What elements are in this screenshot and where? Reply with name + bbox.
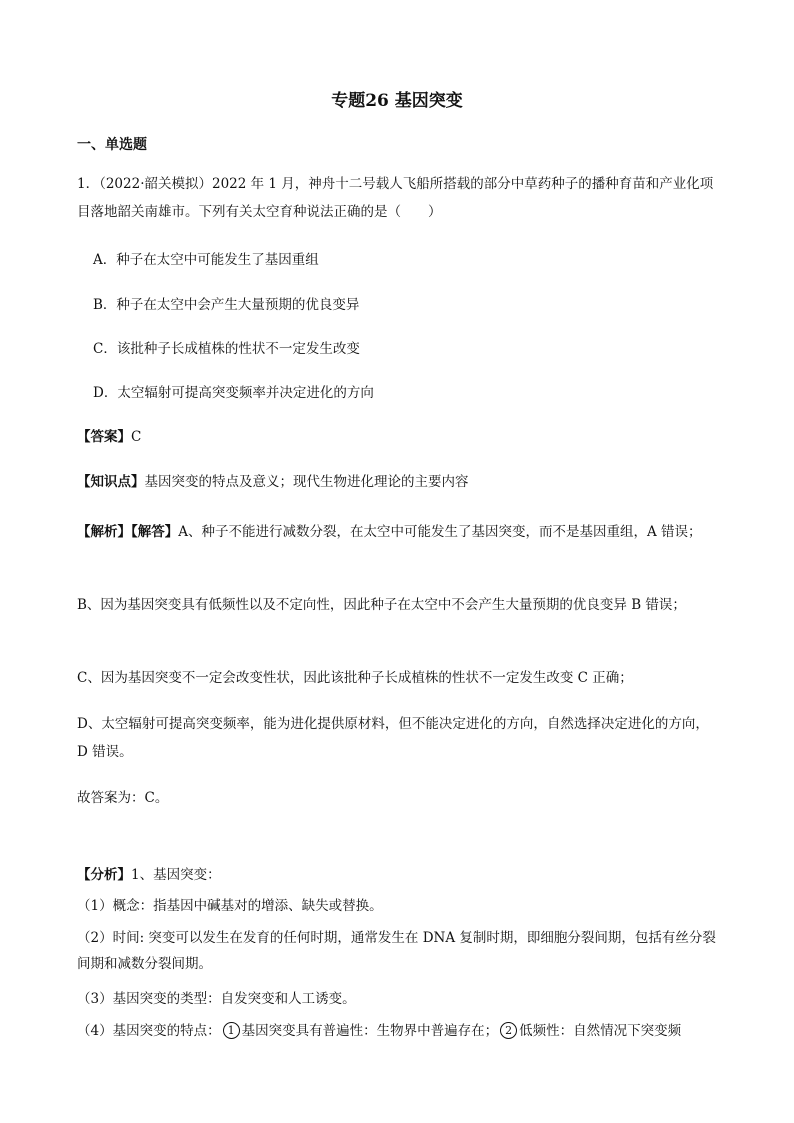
analysis-item-2: （2）时间: 突变可以发生在发育的任何时期，通常发生在 DNA 复制时期，即细胞分裂间期，包括有丝分裂间期和减数分裂间期。 — [77, 930, 716, 972]
answer-value: C — [131, 429, 142, 445]
analysis-item-1: （1）概念：指基因中碱基对的增添、缺失或替换。 — [77, 898, 383, 914]
explanation-conclusion: 故答案为：C。 — [77, 790, 169, 806]
answer-label: 【答案】 — [77, 429, 131, 445]
option-d: D．太空辐射可提高突变频率并决定进化的方向 — [93, 385, 374, 401]
option-b: B．种子在太空中会产生大量预期的优良变异 — [93, 297, 360, 313]
analysis-heading: 1、基因突变： — [131, 867, 221, 883]
analysis-item-4 — [77, 1018, 727, 1044]
explanation-line-b: B、因为基因突变具有低频性以及不定向性，因此种子在太空中不会产生大量预期的优良变异 B 错误； — [77, 597, 686, 613]
analysis-label: 【分析】 — [77, 867, 131, 883]
analysis-item-4-part1: 基因突变具有普遍性：生物界中普遍存在； — [241, 1023, 499, 1039]
knowledge-line — [77, 468, 719, 496]
circled-number-1: 1 — [223, 1022, 240, 1039]
section-heading: 一、单选题 — [77, 137, 147, 153]
analysis-item-3: （3）基因突变的类型：自发突变和人工诱变。 — [77, 991, 356, 1007]
knowledge-label: 【知识点】 — [77, 474, 145, 490]
page-title: 专题26 基因突变 — [331, 91, 463, 111]
circled-number-2: 2 — [500, 1022, 517, 1039]
knowledge-value: 基因突变的特点及意义；现代生物进化理论的主要内容 — [144, 474, 469, 490]
option-a: A．种子在太空中可能发生了基因重组 — [93, 252, 319, 268]
analysis-heading-line — [77, 862, 727, 888]
option-c: C．该批种子长成植株的性状不一定发生改变 — [93, 341, 360, 357]
answer-line — [77, 423, 719, 451]
explanation-line-a — [77, 518, 719, 546]
explanation-line-d: D、太空辐射可提高突变频率，能为进化提供原材料，但不能决定进化的方向，自然选择决定进化的方向，D 错误。 — [77, 716, 709, 760]
explanation-line-c: C、因为基因突变不一定会改变性状，因此该批种子长成植株的性状不一定发生改变 C 正确； — [77, 670, 633, 686]
explanation-label: 【解析】【解答】 — [77, 524, 179, 540]
analysis-item-4-prefix: （4）基因突变的特点： — [77, 1023, 221, 1039]
question-stem: 1．（2022·韶关模拟）2022 年 1 月，神舟十二号载人飞船所搭载的部分中草药种子的播种育苗和产业化项目落地韶关南雄市。下列有关太空育种说法正确的是（ ） — [77, 176, 714, 220]
explanation-text-a: A、种子不能进行减数分裂，在太空中可能发生了基因突变，而不是基因重组，A 错误； — [178, 524, 702, 540]
analysis-item-4-part2: 低频性：自然情况下突变频 — [519, 1023, 682, 1039]
